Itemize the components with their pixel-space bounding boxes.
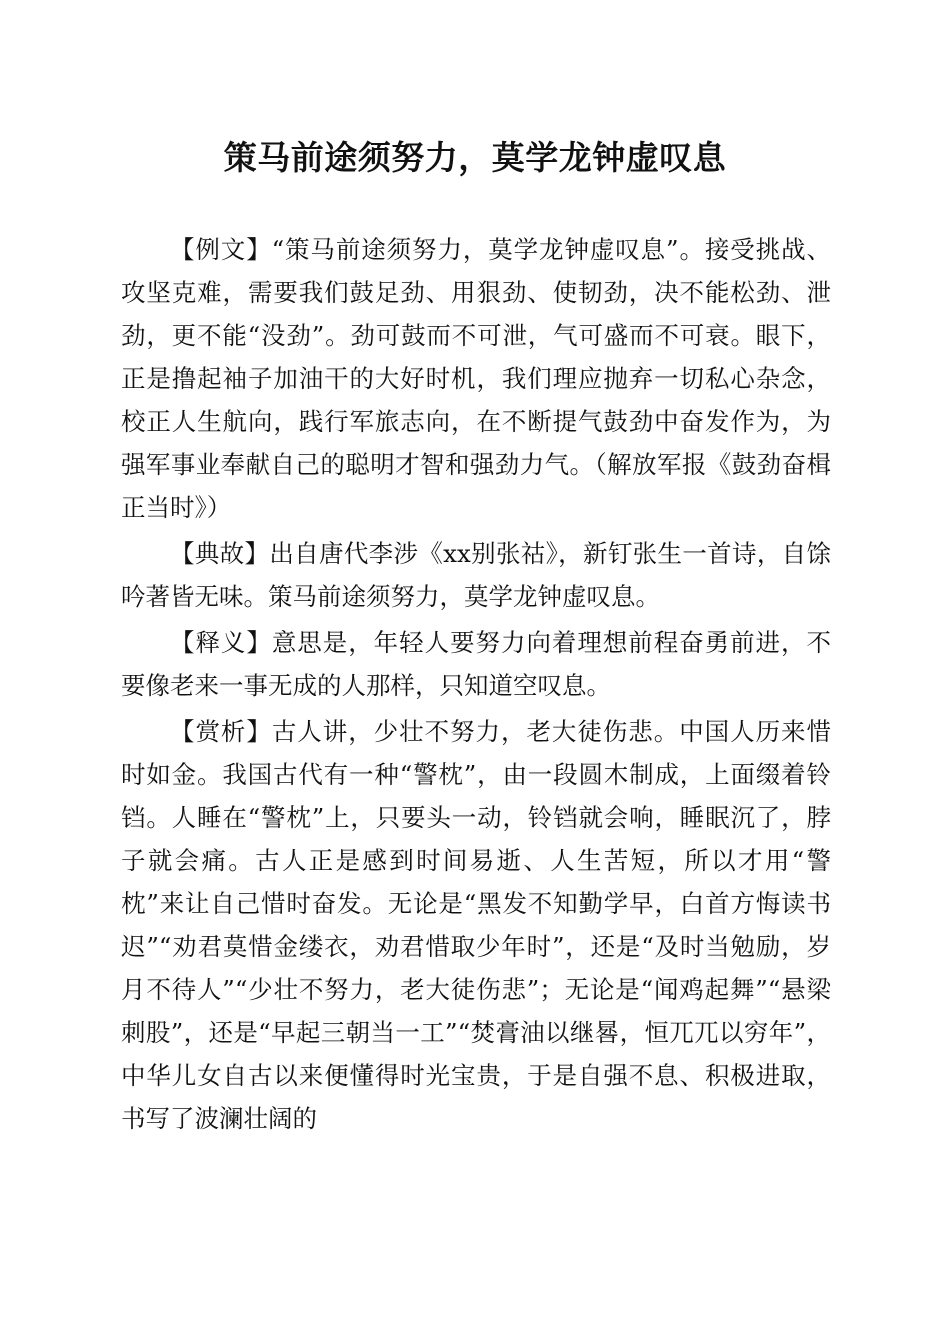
paragraph-text: “策马前途须努力，莫学龙钟虚叹息”。接受挑战、攻坚克难，需要我们鼓足劲、用狠劲、使韧劲，决不能松劲、泄劲，更不能“没劲”。劲可鼓而不可泄，气可盛而不可衰。眼下，正是撸起袖子加油干的大好时机，我们理应抛弃一切私心杂念，校正人生航向，践行军旅志向，在不断提气鼓劲中奋发作为，为强军事业奉献自己的聪明才智和强劲力气。（解放军报《鼓劲奋楫正当时》） — [121, 235, 831, 522]
paragraph-allusion — [121, 532, 831, 618]
document-body — [121, 228, 831, 1140]
paragraph-tag: 【释义】 — [170, 628, 272, 657]
paragraph-text: 出自唐代李涉《xx别张祜》，新钉张生一首诗，自馀吟著皆无味。策马前途须努力，莫学龙钟虚叹息。 — [121, 539, 831, 611]
paragraph-tag: 【赏析】 — [170, 717, 272, 746]
document-title: 策马前途须努力，莫学龙钟虚叹息 — [223, 138, 727, 177]
paragraph-text: 意思是，年轻人要努力向着理想前程奋勇前进，不要像老来一事无成的人那样，只知道空叹息。 — [121, 628, 832, 700]
paragraph-analysis — [121, 710, 831, 1140]
paragraph-meaning — [121, 621, 831, 707]
paragraph-tag: 【例文】 — [170, 235, 272, 264]
paragraph-tag: 【典故】 — [170, 539, 270, 568]
paragraph-text: 古人讲，少壮不努力，老大徒伤悲。中国人历来惜时如金。我国古代有一种“警枕”，由一段圆木制成，上面缀着铃铛。人睡在“警枕”上，只要头一动，铃铛就会响，睡眠沉了，脖子就会痛。古人正是感到时间易逝、人生苦短，所以才用“警枕”来让自己惜时奋发。无论是“黑发不知勤学早，白首方悔读书迟”“劝君莫惜金缕衣，劝君惜取少年时”，还是“及时当勉励，岁月不待人”“少壮不努力，老大徒伤悲”；无论是“闻鸡起舞”“悬梁刺股”，还是“早起三朝当一工”“焚膏油以继晷，恒兀兀以穷年”，中华儿女自古以来便懂得时光宝贵，于是自强不息、积极进取，书写了波澜壮阔的 — [121, 717, 832, 1133]
paragraph-example — [121, 228, 831, 529]
